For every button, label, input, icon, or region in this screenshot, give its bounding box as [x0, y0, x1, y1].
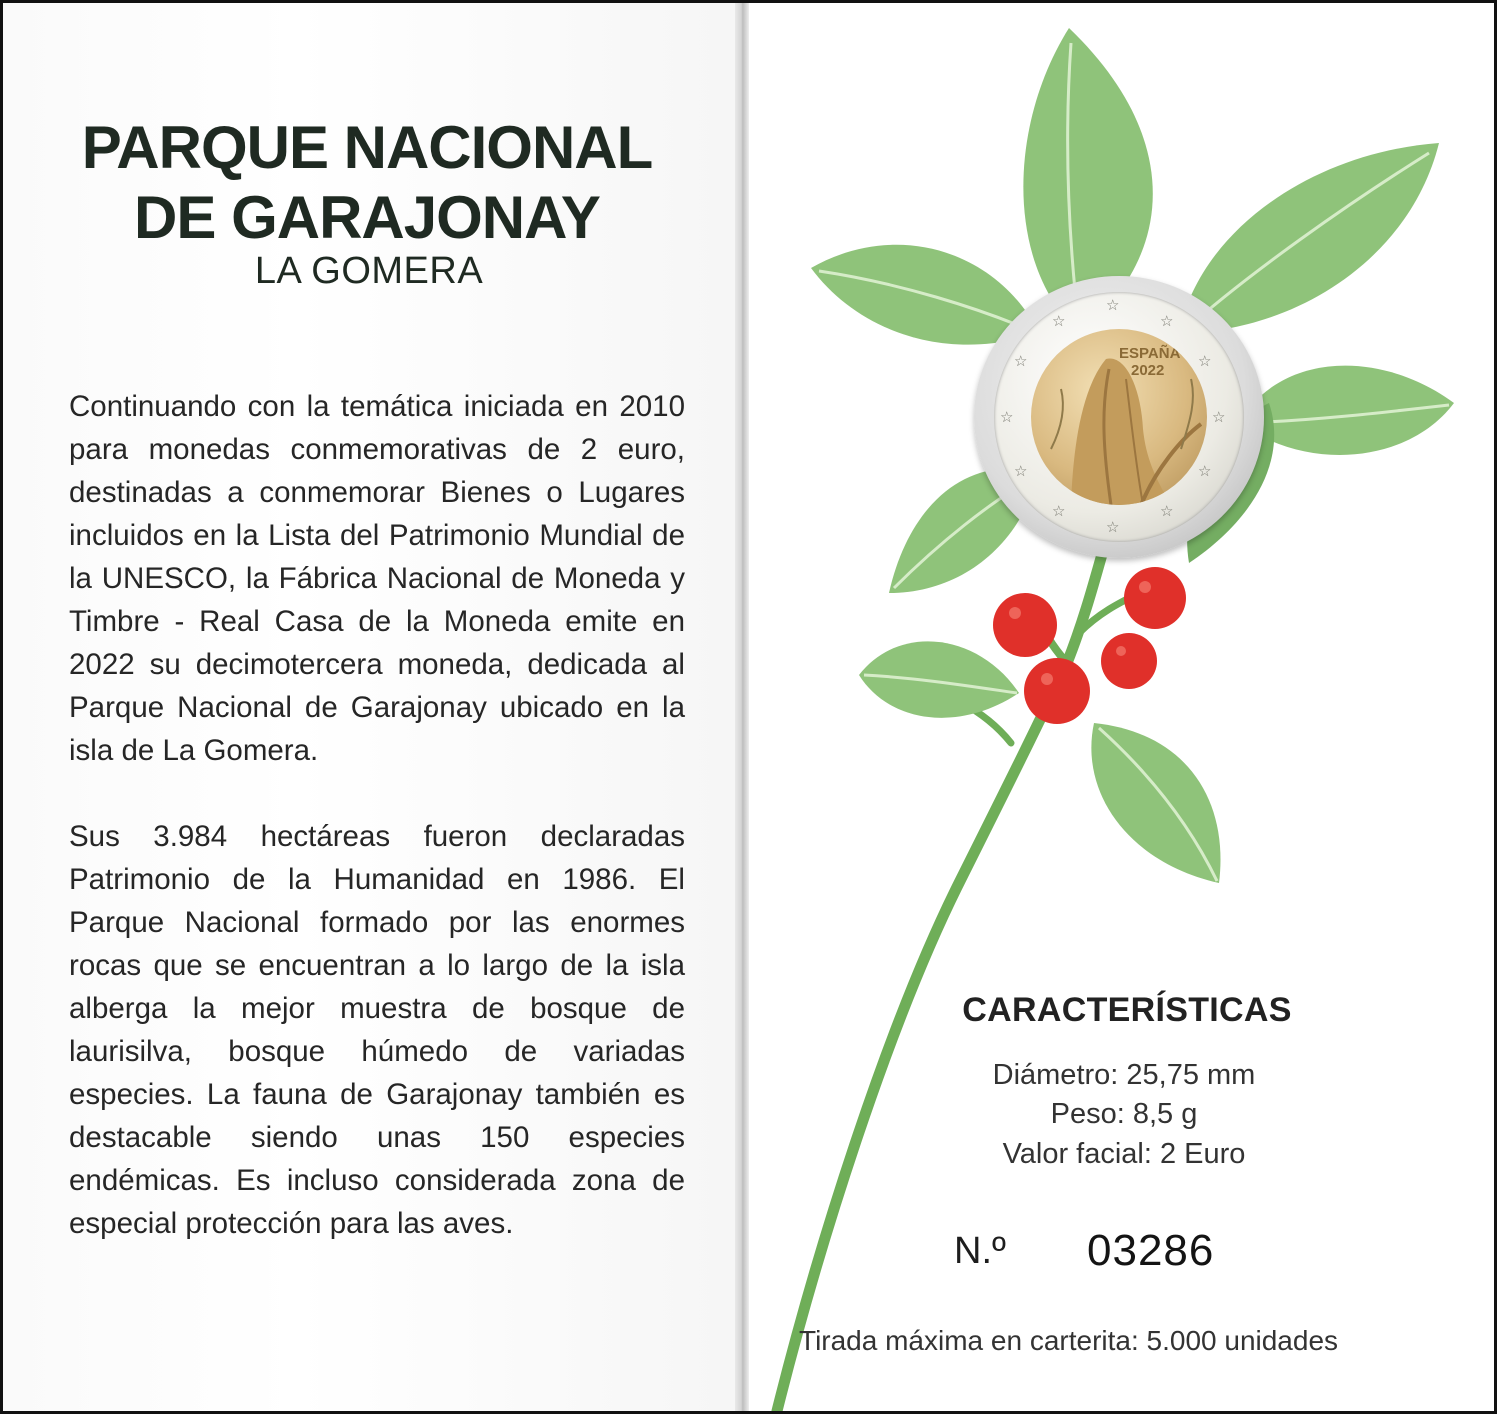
- fold-crease: [735, 3, 749, 1411]
- star-icon: ☆: [1106, 519, 1120, 536]
- coin-country-text: ESPAÑA: [1119, 345, 1181, 362]
- berry: [1024, 658, 1090, 724]
- star-icon: ☆: [1198, 353, 1212, 370]
- max-mintage-text: Tirada máxima en carterita: 5.000 unidades: [799, 1325, 1339, 1356]
- serial-number-value: 03286: [1087, 1226, 1215, 1275]
- berry-highlight: [1139, 581, 1151, 593]
- coin-center: [1031, 329, 1207, 505]
- features-title: CARACTERÍSTICAS: [962, 991, 1292, 1029]
- star-icon: ☆: [1000, 409, 1014, 426]
- left-panel: [3, 3, 735, 1411]
- leaf: [859, 641, 1019, 717]
- description-paragraph-2: Sus 3.984 hectáreas fueron declaradas Patrimonio de la Humanidad en 1986. El Parque Nacional formado por las enormes rocas que se encuentran a lo largo de la isla alberga la mejor muestra de bosque de laurisilva, bosque húmedo de variadas especies. La fauna de Garajonay también es destacable siendo unas 150 especies endémicas. Es incluso considerada zona de especial protección para las aves.: [69, 820, 685, 1240]
- serial-number-label: N.º: [954, 1230, 1006, 1272]
- title-line-2: DE GARAJONAY: [134, 184, 600, 251]
- berry: [1124, 567, 1186, 629]
- feature-weight: Peso: 8,5 g: [1050, 1098, 1198, 1130]
- feature-diameter: Diámetro: 25,75 mm: [992, 1059, 1256, 1091]
- star-icon: ☆: [1160, 313, 1174, 330]
- star-icon: ☆: [1014, 353, 1028, 370]
- star-icon: ☆: [1052, 503, 1066, 520]
- star-icon: ☆: [1106, 297, 1120, 314]
- coin-outer-ring: [994, 292, 1244, 542]
- star-icon: ☆: [1014, 463, 1028, 480]
- star-icon: ☆: [1052, 313, 1066, 330]
- leaf: [1091, 723, 1220, 883]
- right-panel: [749, 3, 1491, 1411]
- berry-highlight: [1116, 646, 1126, 656]
- berry: [1101, 633, 1157, 689]
- berry-highlight: [1041, 673, 1053, 685]
- coin-year-text: 2022: [1131, 362, 1165, 379]
- star-icon: ☆: [1212, 409, 1226, 426]
- plant-illustration: [749, 3, 1491, 1411]
- star-icon: ☆: [1198, 463, 1212, 480]
- title-line-1: PARQUE NACIONAL: [81, 114, 653, 181]
- coin-capsule: [974, 276, 1264, 558]
- berry: [993, 593, 1057, 657]
- description-paragraph-1: Continuando con la temática iniciada en 2010 para monedas conmemorativas de 2 euro, destinadas a conmemorar Bienes o Lugares incluidos en la Lista del Patrimonio Mundial de la UNESCO, la Fábrica Nacional de Moneda y Timbre - Real Casa de la Moneda emite en 2022 su decimotercera moneda, dedicada al Parque Nacional de Garajonay ubicado en la isla de La Gomera.: [69, 390, 685, 767]
- page-subtitle: LA GOMERA: [254, 250, 484, 292]
- feature-face-value: Valor facial: 2 Euro: [1002, 1138, 1246, 1170]
- star-icon: ☆: [1160, 503, 1174, 520]
- page-title: [3, 113, 735, 253]
- berry-highlight: [1009, 607, 1021, 619]
